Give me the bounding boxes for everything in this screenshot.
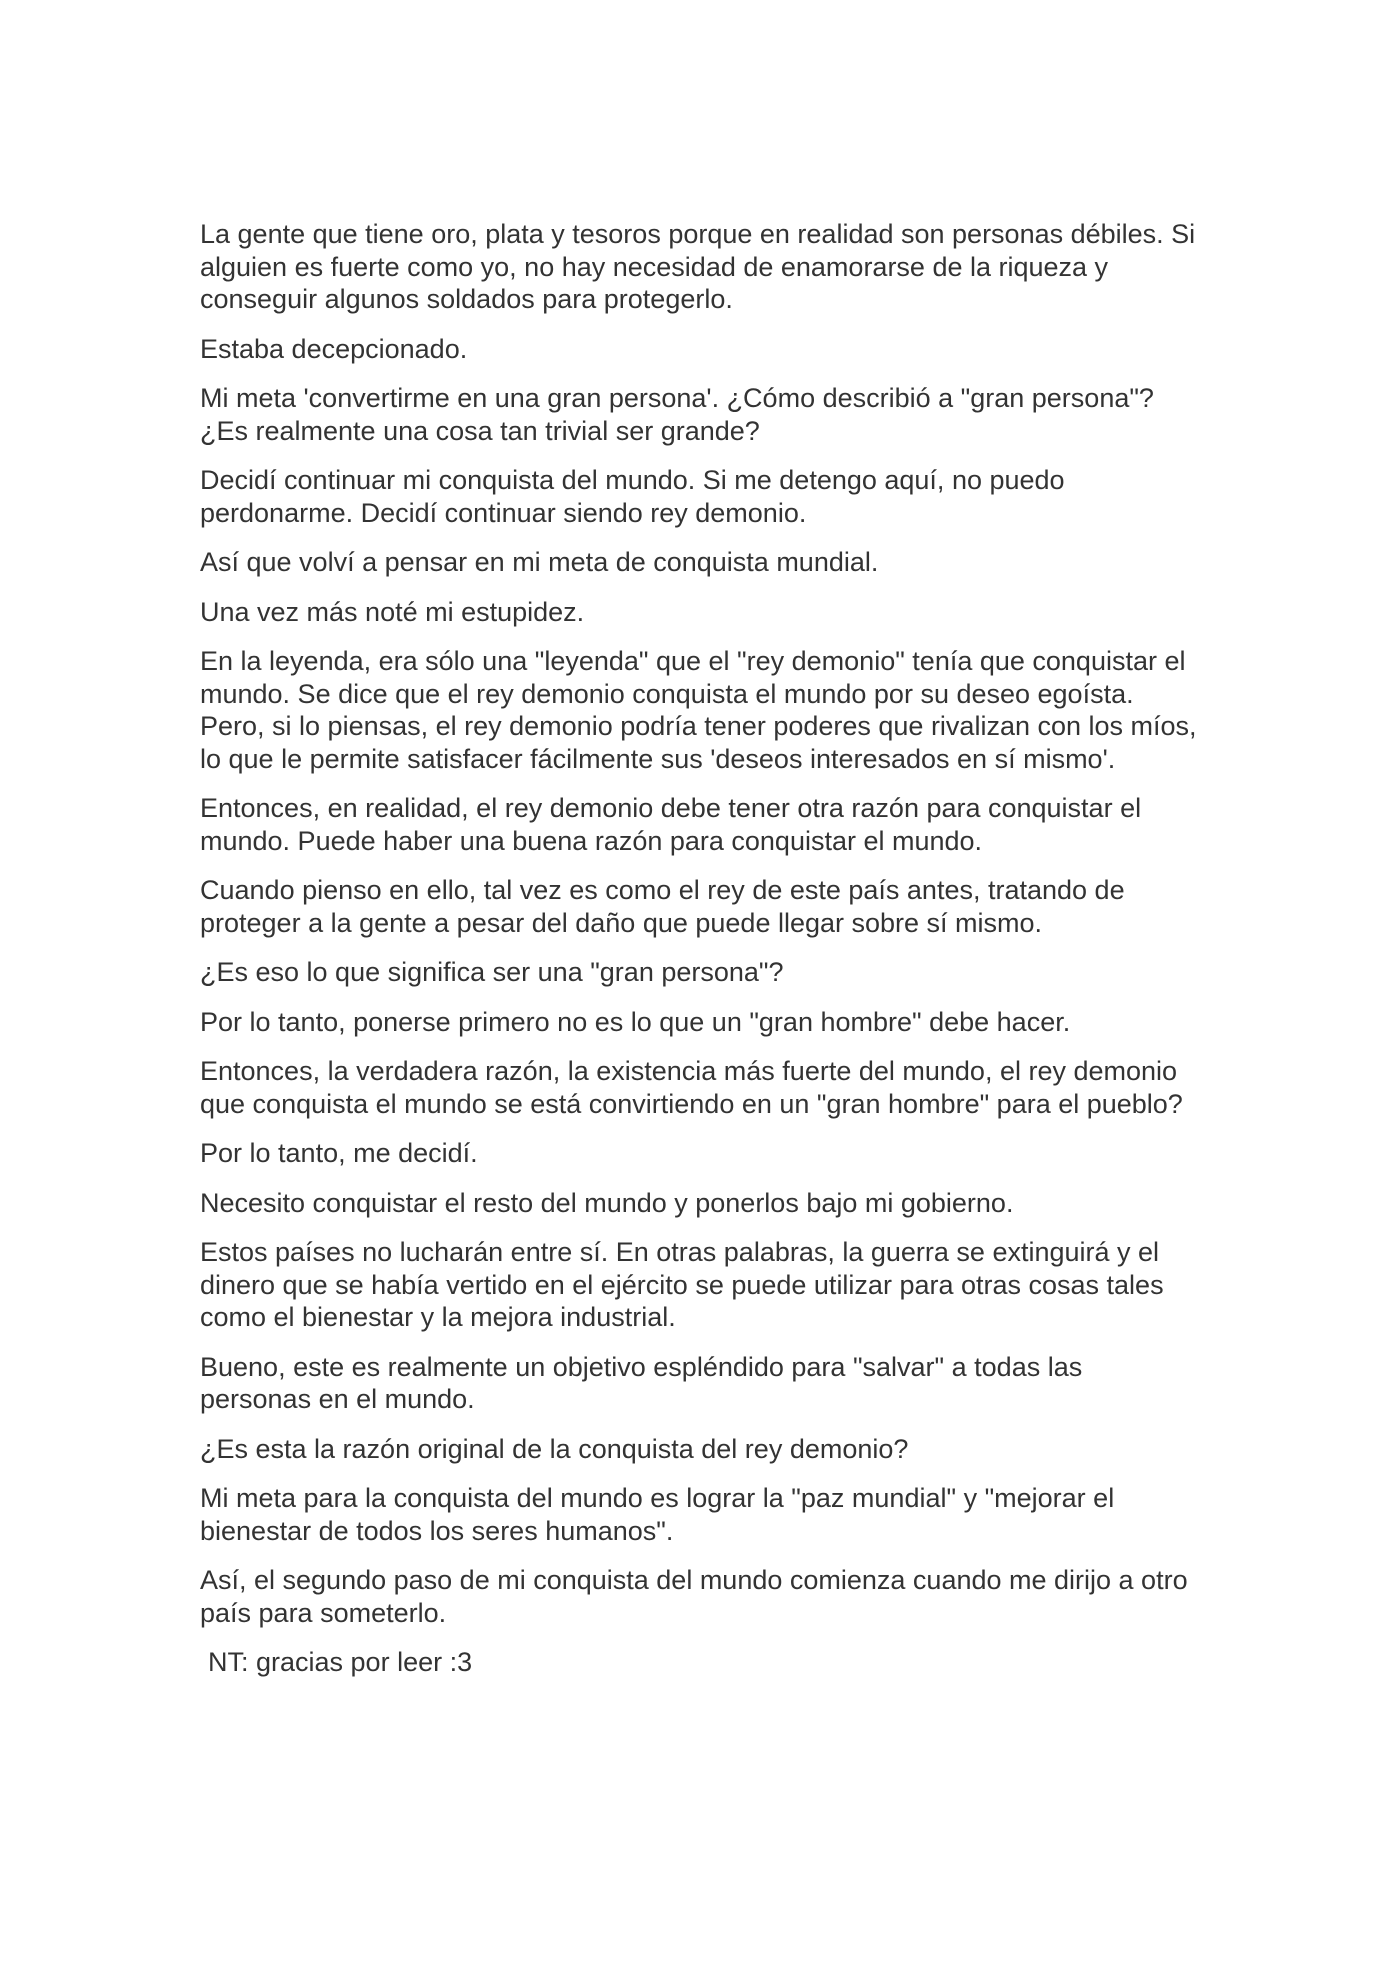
paragraph: La gente que tiene oro, plata y tesoros porque en realidad son personas débiles. Si alguien es fuerte como yo, no hay necesidad de enamorarse de la riqueza y conseguir algunos soldados para protegerlo. [200, 219, 1196, 314]
translator-note: NT: gracias por leer :3 [208, 1647, 473, 1677]
paragraph: Cuando pienso en ello, tal vez es como el rey de este país antes, tratando de proteger a la gente a pesar del daño que puede llegar sobre sí mismo. [200, 875, 1125, 938]
paragraph: Por lo tanto, me decidí. [200, 1138, 478, 1168]
paragraph: ¿Es eso lo que significa ser una "gran persona"? [200, 957, 784, 987]
paragraph: Decidí continuar mi conquista del mundo. Si me detengo aquí, no puedo perdonarme. Decidí continuar siendo rey demonio. [200, 465, 1065, 528]
paragraph: Así que volví a pensar en mi meta de conquista mundial. [200, 547, 879, 577]
paragraph: Entonces, en realidad, el rey demonio debe tener otra razón para conquistar el mundo. Puede haber una buena razón para conquistar el mundo. [200, 793, 1142, 856]
paragraph: Estos países no lucharán entre sí. En otras palabras, la guerra se extinguirá y el dinero que se había vertido en el ejército se puede utilizar para otras cosas tales como el bienestar y la mejora industrial. [200, 1237, 1164, 1332]
paragraph: En la leyenda, era sólo una "leyenda" que el "rey demonio" tenía que conquistar el mundo. Se dice que el rey demonio conquista el mundo por su deseo egoísta. Pero, si lo piensas, el rey demonio podría tener poderes que rivalizan con los míos, lo que le permite satisfacer fácilmente sus 'deseos interesados en sí mismo'. [200, 646, 1197, 774]
paragraph: Entonces, la verdadera razón, la existencia más fuerte del mundo, el rey demonio que conquista el mundo se está convirtiendo en un "gran hombre" para el pueblo? [200, 1056, 1183, 1119]
document-body [200, 218, 1200, 1696]
paragraph: Estaba decepcionado. [200, 333, 468, 364]
paragraph: Por lo tanto, ponerse primero no es lo que un "gran hombre" debe hacer. [200, 1006, 1071, 1037]
paragraph: Así, el segundo paso de mi conquista del mundo comienza cuando me dirijo a otro país para someterlo. [200, 1565, 1188, 1628]
paragraph: Mi meta para la conquista del mundo es lograr la "paz mundial" y "mejorar el bienestar de todos los seres humanos". [200, 1483, 1115, 1546]
paragraph: Una vez más noté mi estupidez. [200, 596, 585, 627]
paragraph: Mi meta 'convertirme en una gran persona'. ¿Cómo describió a "gran persona"? ¿Es realmente una cosa tan trivial ser grande? [200, 383, 1154, 446]
paragraph: Necesito conquistar el resto del mundo y ponerlos bajo mi gobierno. [200, 1187, 1014, 1218]
paragraph: Bueno, este es realmente un objetivo espléndido para "salvar" a todas las personas en el mundo. [200, 1351, 1083, 1414]
paragraph: ¿Es esta la razón original de la conquista del rey demonio? [200, 1433, 909, 1464]
